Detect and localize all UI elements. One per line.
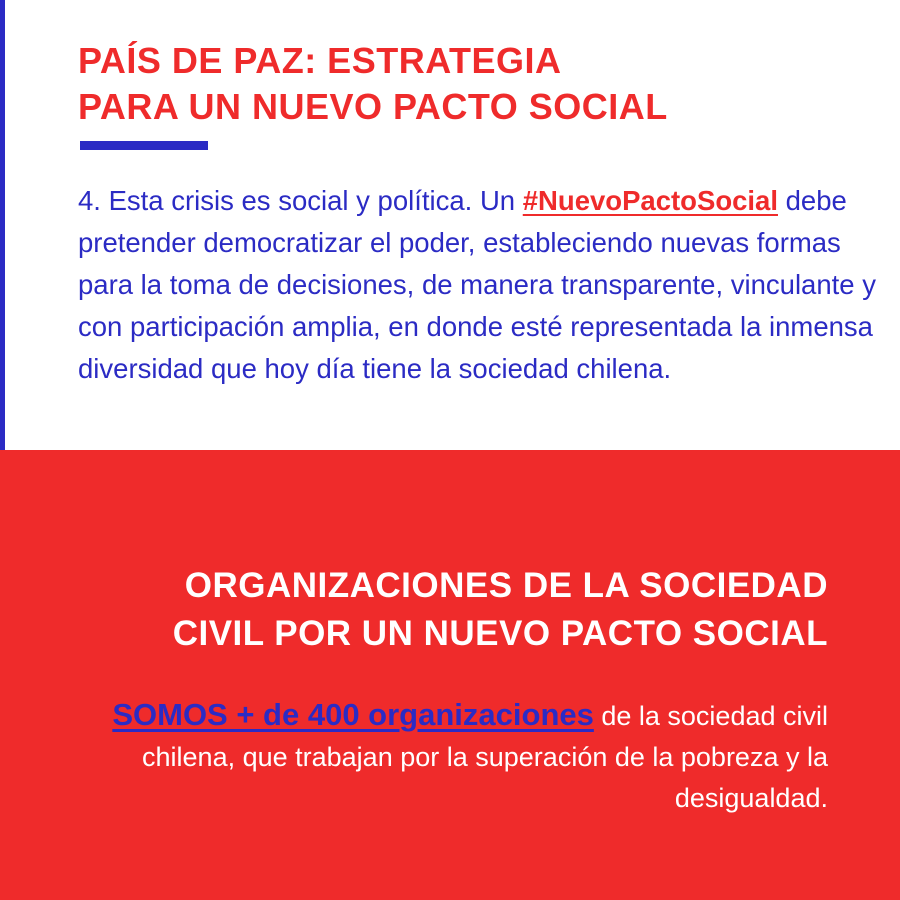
- title-underline-bar: [80, 141, 208, 150]
- bottom-title: [173, 562, 828, 658]
- paragraph-prefix: 4. Esta crisis es social y política. Un: [78, 185, 523, 216]
- organizations-paragraph: [38, 694, 828, 819]
- bottom-title-line-2: CIVIL POR UN NUEVO PACTO SOCIAL: [172, 614, 828, 653]
- bottom-title-line-1: ORGANIZACIONES DE LA SOCIEDAD: [184, 566, 828, 605]
- nuevo-pacto-social-hashtag-link[interactable]: #NuevoPactoSocial: [522, 185, 778, 216]
- top-title: [78, 38, 668, 130]
- top-title-line-2: PARA UN NUEVO PACTO SOCIAL: [78, 86, 668, 127]
- bottom-section: [0, 450, 900, 900]
- crisis-paragraph: [78, 180, 878, 390]
- top-title-line-1: PAÍS DE PAZ: ESTRATEGIA: [78, 40, 562, 81]
- paragraph-rest: debe pretender democratizar el poder, estableciendo nuevas formas para la toma de decisiones, de manera transparente, vinculante y con participación amplia, en donde esté representada la inmensa diversidad que hoy día tiene la sociedad chilena.: [78, 185, 876, 384]
- organizations-paragraph-rest: de la sociedad civil chilena, que trabajan por la superación de la pobreza y la desigualdad.: [142, 701, 828, 813]
- somos-organizaciones-link[interactable]: SOMOS + de 400 organizaciones: [112, 697, 594, 732]
